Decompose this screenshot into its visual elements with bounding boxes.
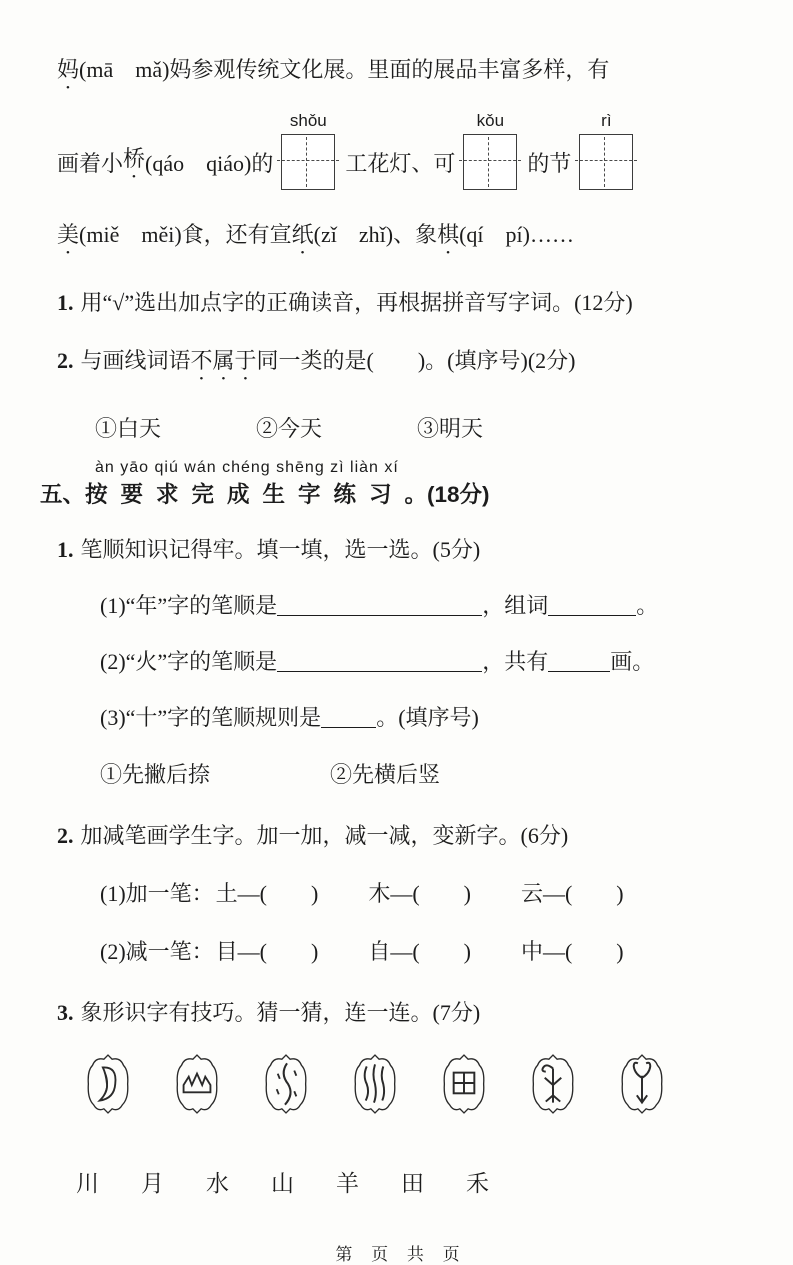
pictograph-water-icon [263,1053,309,1115]
remove-stroke-mu4: 目—( ) [215,939,319,964]
section5-q1-item-3 [57,701,745,732]
char-tian: 田 [401,1171,424,1196]
question-1-text: 用“√”选出加点字的正确读音，再根据拼音写字词。(12分) [80,290,633,315]
section5-q1-item-2 [57,645,745,676]
section-5-score: 。(18分) [404,482,490,507]
option-heng-then-shu: ②先横后竖 [330,762,441,787]
row-1-label: (1)加一笔： [100,881,214,906]
question-2-options [57,412,745,443]
item-3-text: (3)“十”字的笔顺规则是 [100,705,322,730]
section5-q3 [57,996,745,1027]
tianzige-box-icon [281,134,335,190]
pictograph-field-icon [441,1053,487,1115]
pinyin-label-shou: shǒu [289,111,327,130]
section5-q2-row-2 [57,935,745,966]
passage-line-3-text-b: (zǐ zhǐ)、象 [313,222,438,247]
section5-q1 [57,533,745,564]
char-shan: 山 [271,1171,294,1196]
pinyin-label-kou: kǒu [476,111,505,130]
passage-line-2-text-a: 画着小 [57,150,124,176]
section5-q2 [57,819,745,850]
section5-q3-text: 象形识字有技巧。猜一猜，连一连。(7分) [80,1000,481,1025]
match-characters-row [57,1165,745,1198]
section-5-prefix: 五、 [40,482,86,507]
question-2-text-b: 同一类的是( )。(填序号)(2分) [256,348,576,373]
item-3-end: 。(填序号) [376,705,479,730]
passage-line-3 [57,220,745,259]
option-today: ②今天 [256,416,323,441]
passage-line-2-text-d: 的节 [527,150,572,176]
fill-blank [277,592,482,616]
writing-box-ri [579,111,633,190]
add-stroke-yun: 云—( ) [520,881,624,906]
row-2-label: (2)减一笔： [100,939,214,964]
item-1-text: (1)“年”字的笔顺是 [100,593,278,618]
dotted-char-ma: 妈 [57,57,80,82]
option-pie-then-na: ①先撇后捺 [100,762,211,787]
dotted-char-qi: 棋 [437,222,460,247]
section5-q1-number: 1. [57,537,74,562]
writing-box-kou [463,111,517,190]
section5-q1-text: 笔顺知识记得牢。填一填，选一选。(5分) [80,537,481,562]
fill-blank [548,648,610,672]
add-stroke-mu: 木—( ) [368,881,471,906]
section5-q3-number: 3. [57,1000,74,1025]
item-2-text: (2)“火”字的笔顺是 [100,649,278,674]
pictograph-row [57,1053,745,1115]
char-he: 禾 [466,1171,489,1196]
item-2-mid: ，共有 [482,649,549,674]
page-footer: 第 页 共 页 [335,1245,467,1264]
passage-line-2-text-c: 工花灯、可 [345,150,456,176]
add-stroke-tu: 土—( ) [215,881,319,906]
section-5-title: 按要求完成生字练习 [85,482,405,507]
section-5-pinyin: àn yāo qiú wán chéng shēng zì liàn xí [95,459,399,476]
question-2-dotted-phrase: 不属于 [190,348,257,373]
pictograph-grain-icon [530,1053,576,1115]
question-1 [57,286,745,317]
question-2 [57,344,745,385]
dotted-char-mei: 美 [57,222,80,247]
pictograph-sheep-icon [619,1053,665,1115]
fill-blank [277,648,482,672]
passage-line-1 [57,55,745,94]
passage-line-2-text-b: (qáo qiáo)的 [145,150,274,176]
passage-line-2 [57,111,745,190]
section5-q2-row-1 [57,877,745,908]
pinyin-label-ri: rì [601,111,612,130]
char-chuan: 川 [76,1171,99,1196]
section5-q1-item-1 [57,589,745,620]
section5-q1-options [57,758,745,789]
question-1-number: 1. [57,290,74,315]
remove-stroke-zhong: 中—( ) [520,939,624,964]
char-yang: 羊 [336,1171,359,1196]
fill-blank [321,704,376,728]
dotted-char-zhi: 纸 [291,222,314,247]
passage-line-3-text-c: (qí pí)…… [459,222,574,247]
item-1-mid: ，组词 [482,593,549,618]
tianzige-box-icon [463,134,517,190]
question-2-text-a: 与画线词语 [80,348,191,373]
fill-blank [548,592,636,616]
char-yue: 月 [141,1171,164,1196]
section5-q2-number: 2. [57,823,74,848]
option-tomorrow: ③明天 [417,416,484,441]
remove-stroke-zi: 自—( ) [368,939,471,964]
item-1-end: 。 [636,593,659,618]
dotted-char-qiao: 桥 [123,145,146,171]
option-daytime: ①白天 [95,416,162,441]
pictograph-moon-icon [85,1053,131,1115]
section5-q2-text: 加减笔画学生字。加一加，减一减，变新字。(6分) [80,823,569,848]
pictograph-mountain-icon [174,1053,220,1115]
passage-line-3-text-a: (miě měi)食，还有宣 [79,222,292,247]
pictograph-river-icon [352,1053,398,1115]
section-5-heading [40,459,745,509]
question-2-number: 2. [57,348,74,373]
item-2-end: 画。 [610,649,655,674]
tianzige-box-icon [579,134,633,190]
char-shui: 水 [206,1171,229,1196]
passage-line-1-text: (mā mǎ)妈参观传统文化展。里面的展品丰富多样，有 [79,57,610,82]
writing-box-shou [281,111,335,190]
